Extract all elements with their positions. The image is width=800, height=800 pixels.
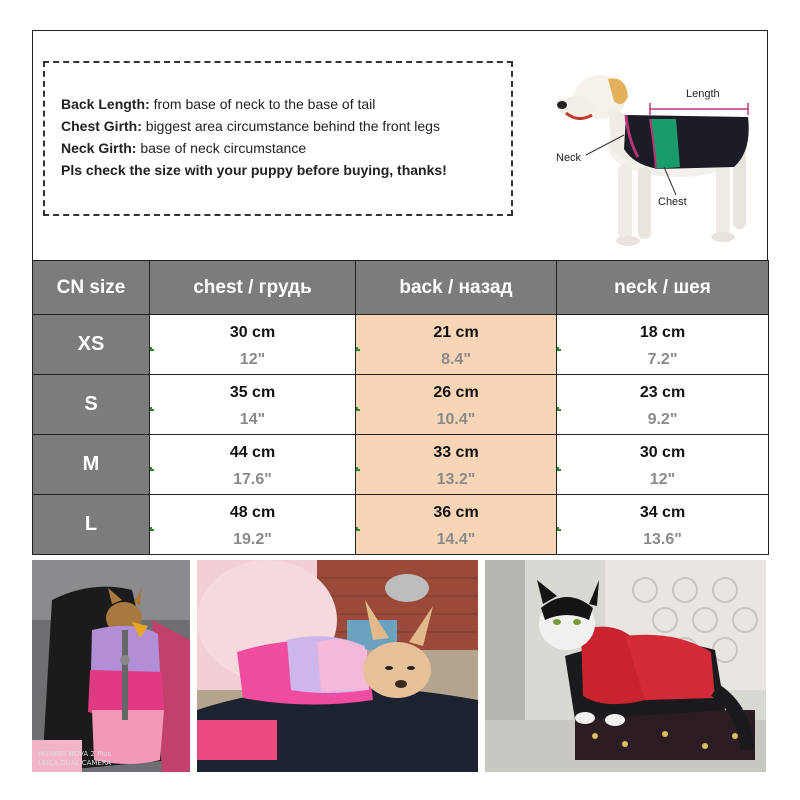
note-check-size: Pls check the size with your puppy before buying, thanks! [61,162,447,178]
neck-cell: 18 cm 7.2" [557,315,769,375]
length-label: Length [686,88,720,100]
size-label: M [33,435,150,495]
neck-cell: 30 cm 12" [557,435,769,495]
neck-cell: 34 cm 13.6" [557,495,769,555]
neck-cell: 23 cm 9.2" [557,375,769,435]
size-guide-panel [32,30,768,260]
chest-cell: 44 cm 17.6" [150,435,356,495]
chest-cell: 30 cm 12" [150,315,356,375]
chest-label: Chest [658,196,687,208]
back-cell: 33 cm 13.2" [356,435,557,495]
note-neck-girth: Neck Girth: base of neck circumstance [61,140,307,156]
photo-cat-vest [485,560,766,772]
header-neck: neck / шея [557,261,769,315]
dog-measurement-diagram [538,39,763,264]
size-label: L [33,495,150,555]
back-cell: 21 cm 8.4" [356,315,557,375]
size-label: XS [33,315,150,375]
note-chest-girth: Chest Girth: biggest area circumstance behind the front legs [61,118,440,134]
photo-dog-vest-1 [32,560,190,772]
chest-cell: 48 cm 19.2" [150,495,356,555]
table-header-row [33,261,769,315]
size-label: S [33,375,150,435]
photo-dog-vest-2 [197,560,478,772]
photo-watermark: HUAWEI NOVA 2 Plus LEICA DUAL CAMERA [38,750,112,767]
back-cell: 26 cm 10.4" [356,375,557,435]
note-back-length: Back Length: from base of neck to the base of tail [61,96,376,112]
neck-label: Neck [556,152,582,164]
chest-cell: 35 cm 14" [150,375,356,435]
header-cn-size: CN size [33,261,150,315]
header-back: back / назад [356,261,557,315]
back-cell: 36 cm 14.4" [356,495,557,555]
table-row [33,315,769,375]
measurement-notes [43,61,513,216]
table-row [33,375,769,435]
table-row [33,495,769,555]
header-chest: chest / грудь [150,261,356,315]
size-table [32,260,769,555]
table-row [33,435,769,495]
